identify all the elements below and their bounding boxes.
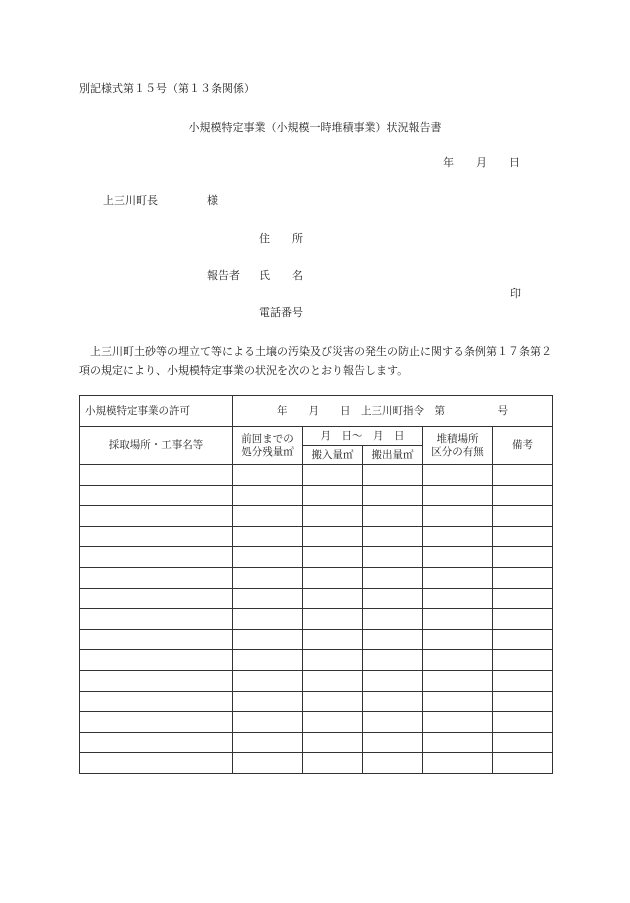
table-row	[80, 465, 553, 486]
prev-remaining-cell[interactable]	[233, 650, 303, 671]
table-row	[80, 629, 553, 650]
header-remarks: 備考	[493, 427, 553, 465]
site-cell[interactable]	[80, 609, 233, 630]
site-cell[interactable]	[80, 691, 233, 712]
prev-remaining-cell[interactable]	[233, 732, 303, 753]
carry-out-cell[interactable]	[363, 691, 423, 712]
carry-in-cell[interactable]	[303, 465, 363, 486]
remarks-cell[interactable]	[493, 629, 553, 650]
storage-cell[interactable]	[423, 753, 493, 774]
storage-cell[interactable]	[423, 691, 493, 712]
prev-remaining-cell[interactable]	[233, 629, 303, 650]
storage-cell[interactable]	[423, 712, 493, 733]
storage-cell[interactable]	[423, 732, 493, 753]
carry-out-cell[interactable]	[363, 547, 423, 568]
prev-remaining-cell[interactable]	[233, 609, 303, 630]
carry-out-cell[interactable]	[363, 629, 423, 650]
site-cell[interactable]	[80, 506, 233, 527]
header-storage-line2: 区分の有無	[431, 445, 484, 458]
permit-label: 小規模特定事業の許可	[80, 396, 233, 427]
site-cell[interactable]	[80, 526, 233, 547]
remarks-cell[interactable]	[493, 547, 553, 568]
carry-in-cell[interactable]	[303, 691, 363, 712]
carry-in-cell[interactable]	[303, 753, 363, 774]
carry-in-cell[interactable]	[303, 506, 363, 527]
status-report-table	[79, 395, 553, 774]
prev-remaining-cell[interactable]	[233, 588, 303, 609]
remarks-cell[interactable]	[493, 485, 553, 506]
remarks-cell[interactable]	[493, 609, 553, 630]
table-row	[80, 567, 553, 588]
carry-in-cell[interactable]	[303, 567, 363, 588]
carry-in-cell[interactable]	[303, 547, 363, 568]
addressee-honorific: 様	[207, 194, 218, 207]
header-site: 採取場所・工事名等	[80, 427, 233, 465]
addressee: 上三川町長	[103, 194, 158, 207]
prev-remaining-cell[interactable]	[233, 465, 303, 486]
header-storage	[423, 427, 493, 465]
remarks-cell[interactable]	[493, 506, 553, 527]
header-prev-remaining	[233, 427, 303, 465]
storage-cell[interactable]	[423, 670, 493, 691]
prev-remaining-cell[interactable]	[233, 691, 303, 712]
remarks-cell[interactable]	[493, 712, 553, 733]
site-cell[interactable]	[80, 650, 233, 671]
site-cell[interactable]	[80, 732, 233, 753]
header-prev-line2: 処分残量㎥	[241, 445, 294, 458]
carry-in-cell[interactable]	[303, 712, 363, 733]
table-row	[80, 650, 553, 671]
remarks-cell[interactable]	[493, 465, 553, 486]
carry-out-cell[interactable]	[363, 588, 423, 609]
prev-remaining-cell[interactable]	[233, 485, 303, 506]
prev-remaining-cell[interactable]	[233, 567, 303, 588]
remarks-cell[interactable]	[493, 691, 553, 712]
name-label: 氏 名	[259, 269, 303, 282]
site-cell[interactable]	[80, 547, 233, 568]
document-title: 小規模特定事業（小規模一時堆積事業）状況報告書	[188, 121, 442, 134]
header-storage-line1: 堆積場所	[436, 432, 479, 445]
table-row	[80, 753, 553, 774]
carry-out-cell[interactable]	[363, 506, 423, 527]
form-number-label: 別記様式第１５号（第１３条関係）	[79, 82, 255, 95]
storage-cell[interactable]	[423, 506, 493, 527]
remarks-cell[interactable]	[493, 567, 553, 588]
table-row	[80, 485, 553, 506]
date-line: 年 月 日	[443, 156, 520, 169]
prev-remaining-cell[interactable]	[233, 753, 303, 774]
carry-in-cell[interactable]	[303, 609, 363, 630]
table-row	[80, 588, 553, 609]
carry-out-cell[interactable]	[363, 732, 423, 753]
prev-remaining-cell[interactable]	[233, 526, 303, 547]
table-row	[80, 526, 553, 547]
storage-cell[interactable]	[423, 567, 493, 588]
remarks-cell[interactable]	[493, 753, 553, 774]
site-cell[interactable]	[80, 465, 233, 486]
table-row	[80, 732, 553, 753]
remarks-cell[interactable]	[493, 526, 553, 547]
carry-in-cell[interactable]	[303, 650, 363, 671]
seal-mark: 印	[510, 287, 521, 300]
remarks-cell[interactable]	[493, 650, 553, 671]
site-cell[interactable]	[80, 712, 233, 733]
storage-cell[interactable]	[423, 485, 493, 506]
site-cell[interactable]	[80, 670, 233, 691]
storage-cell[interactable]	[423, 465, 493, 486]
carry-out-cell[interactable]	[363, 670, 423, 691]
remarks-cell[interactable]	[493, 732, 553, 753]
carry-out-cell[interactable]	[363, 485, 423, 506]
site-cell[interactable]	[80, 588, 233, 609]
storage-cell[interactable]	[423, 609, 493, 630]
storage-cell[interactable]	[423, 588, 493, 609]
carry-out-cell[interactable]	[363, 650, 423, 671]
carry-out-cell[interactable]	[363, 526, 423, 547]
header-carry-out: 搬出量㎥	[363, 446, 423, 465]
site-cell[interactable]	[80, 567, 233, 588]
header-carry-in: 搬入量㎥	[303, 446, 363, 465]
site-cell[interactable]	[80, 753, 233, 774]
header-period: 月 日～ 月 日	[303, 427, 423, 446]
carry-in-cell[interactable]	[303, 732, 363, 753]
header-row-1	[80, 427, 553, 446]
permit-value: 年 月 日 上三川町指令 第 号	[233, 396, 553, 427]
site-cell[interactable]	[80, 485, 233, 506]
storage-cell[interactable]	[423, 547, 493, 568]
prev-remaining-cell[interactable]	[233, 547, 303, 568]
storage-cell[interactable]	[423, 650, 493, 671]
table-row	[80, 670, 553, 691]
body-paragraph	[79, 342, 554, 380]
prev-remaining-cell[interactable]	[233, 506, 303, 527]
carry-out-cell[interactable]	[363, 753, 423, 774]
table-row	[80, 609, 553, 630]
carry-in-cell[interactable]	[303, 485, 363, 506]
table-row	[80, 712, 553, 733]
address-label: 住 所	[259, 232, 303, 245]
carry-out-cell[interactable]	[363, 465, 423, 486]
carry-out-cell[interactable]	[363, 567, 423, 588]
site-cell[interactable]	[80, 629, 233, 650]
carry-in-cell[interactable]	[303, 670, 363, 691]
reporter-label: 報告者	[207, 269, 240, 282]
storage-cell[interactable]	[423, 526, 493, 547]
carry-out-cell[interactable]	[363, 712, 423, 733]
carry-in-cell[interactable]	[303, 526, 363, 547]
remarks-cell[interactable]	[493, 670, 553, 691]
carry-out-cell[interactable]	[363, 609, 423, 630]
header-prev-line1: 前回までの	[241, 432, 294, 445]
carry-in-cell[interactable]	[303, 629, 363, 650]
table-row	[80, 547, 553, 568]
prev-remaining-cell[interactable]	[233, 712, 303, 733]
carry-in-cell[interactable]	[303, 588, 363, 609]
remarks-cell[interactable]	[493, 588, 553, 609]
permit-row	[80, 396, 553, 427]
table-row	[80, 506, 553, 527]
phone-label: 電話番号	[259, 306, 303, 319]
storage-cell[interactable]	[423, 629, 493, 650]
body-text: 上三川町土砂等の埋立て等による土壌の汚染及び災害の発生の防止に関する条例第１７条第２項の規定により、小規模特定事業の状況を次のとおり報告します。	[79, 345, 552, 377]
table-row	[80, 691, 553, 712]
prev-remaining-cell[interactable]	[233, 670, 303, 691]
